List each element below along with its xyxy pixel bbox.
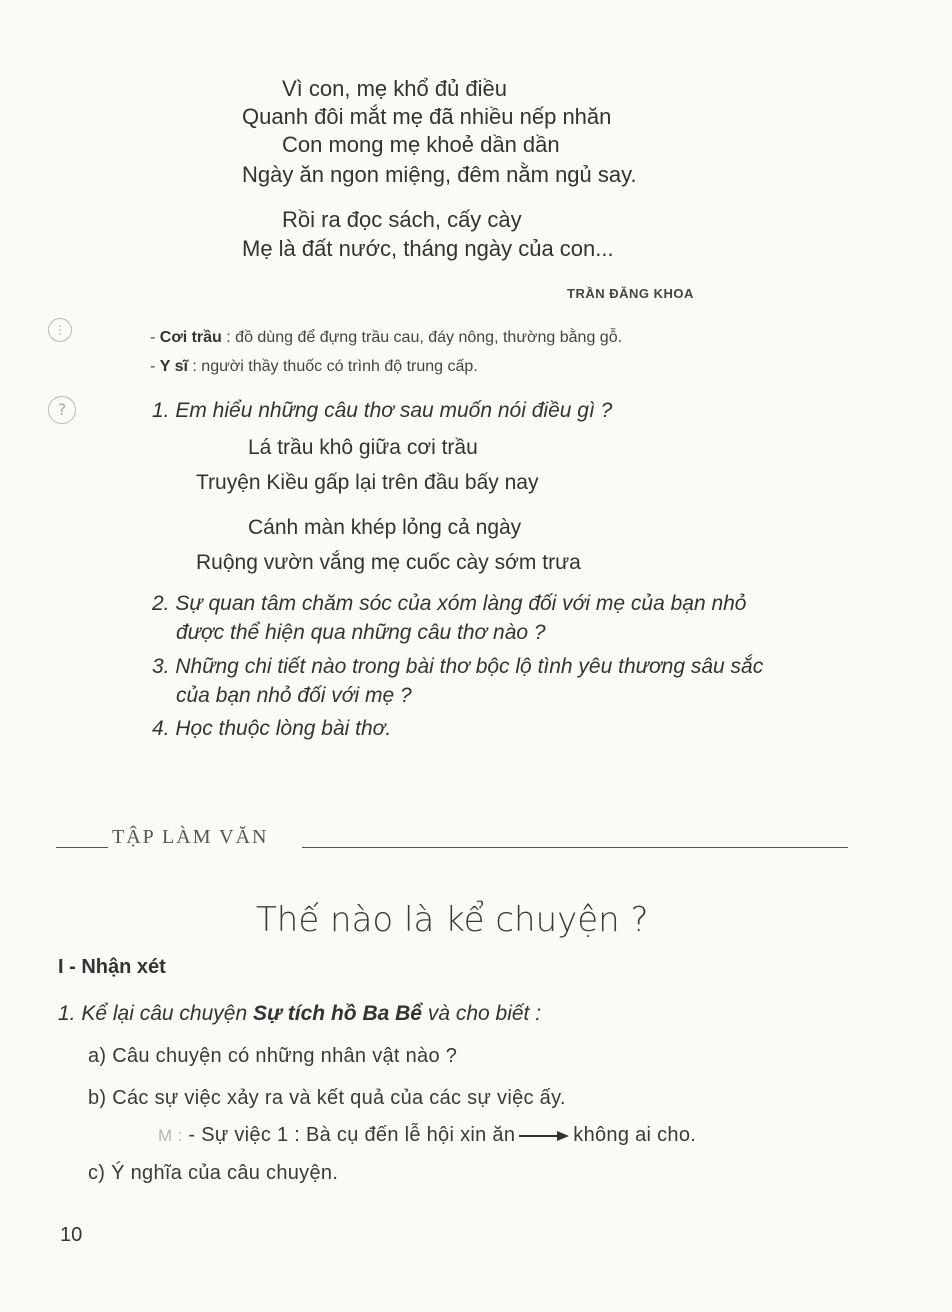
poem-line-5: Rồi ra đọc sách, cấy cày xyxy=(282,207,522,232)
example-label: M : xyxy=(158,1126,183,1145)
page-number: 10 xyxy=(60,1224,83,1246)
item-c: c) Ý nghĩa của câu chuyện. xyxy=(88,1162,339,1184)
dots-circle-icon: ⋮ xyxy=(48,318,72,342)
example-result: không ai cho. xyxy=(573,1124,697,1146)
task-1 xyxy=(58,1002,541,1026)
question-1-line-1: Lá trầu khô giữa cơi trầu xyxy=(248,436,478,459)
task-1-prefix: 1. Kể lại câu chuyện xyxy=(58,1002,253,1025)
question-3-line-2: của bạn nhỏ đối với mẹ ? xyxy=(176,684,412,707)
section-heading: I - Nhận xét xyxy=(58,956,166,978)
item-b: b) Các sự việc xảy ra và kết quả của các sự việc ấy. xyxy=(88,1087,566,1109)
question-1: 1. Em hiểu những câu thơ sau muốn nói điều gì ? xyxy=(152,399,613,422)
section-rule-left xyxy=(56,847,108,848)
glossary-definition: : đồ dùng để đựng trầu cau, đáy nông, thường bằng gỗ. xyxy=(221,329,623,346)
poem-line-4: Ngày ăn ngon miệng, đêm nằm ngủ say. xyxy=(242,162,637,187)
lesson-title: Thế nào là kể chuyện ? xyxy=(256,900,649,940)
glossary-prefix: - xyxy=(150,329,160,346)
arrow-right-icon xyxy=(519,1130,569,1142)
glossary-term: Y sĩ xyxy=(159,358,188,375)
question-mark-icon: ? xyxy=(48,396,76,424)
section-rule-right xyxy=(302,847,848,848)
glossary-item-y-si xyxy=(150,358,478,376)
question-1-line-3: Cánh màn khép lỏng cả ngày xyxy=(248,516,522,539)
poem-author: TRẦN ĐĂNG KHOA xyxy=(567,286,694,301)
glossary-definition: : người thầy thuốc có trình độ trung cấp. xyxy=(187,358,478,375)
poem-line-1: Vì con, mẹ khổ đủ điều xyxy=(282,76,508,101)
glossary-term: Cơi trầu xyxy=(159,329,222,346)
poem-line-6: Mẹ là đất nước, tháng ngày của con... xyxy=(242,236,614,261)
task-1-story-title: Sự tích hồ Ba Bể xyxy=(252,1002,422,1025)
question-1-line-4: Ruộng vườn vắng mẹ cuốc cày sớm trưa xyxy=(196,551,581,574)
glossary-prefix: - xyxy=(150,358,160,375)
task-1-suffix: và cho biết : xyxy=(421,1002,542,1025)
question-4: 4. Học thuộc lòng bài thơ. xyxy=(152,717,392,740)
poem-line-3: Con mong mẹ khoẻ dần dần xyxy=(282,132,560,157)
example-text: - Sự việc 1 : Bà cụ đến lễ hội xin ăn xyxy=(182,1124,516,1146)
poem-line-2: Quanh đôi mắt mẹ đã nhiều nếp nhăn xyxy=(242,104,612,129)
glossary-item-coi-trau xyxy=(150,329,622,347)
question-1-line-2: Truyện Kiều gấp lại trên đầu bấy nay xyxy=(196,471,539,494)
section-title: TẬP LÀM VĂN xyxy=(112,826,269,848)
item-a: a) Câu chuyện có những nhân vật nào ? xyxy=(88,1045,458,1067)
question-2-line-1: 2. Sự quan tâm chăm sóc của xóm làng đối với mẹ của bạn nhỏ xyxy=(152,592,747,615)
question-3-line-1: 3. Những chi tiết nào trong bài thơ bộc lộ tình yêu thương sâu sắc xyxy=(152,655,764,678)
question-2-line-2: được thể hiện qua những câu thơ nào ? xyxy=(176,621,546,644)
example-line xyxy=(158,1124,696,1147)
